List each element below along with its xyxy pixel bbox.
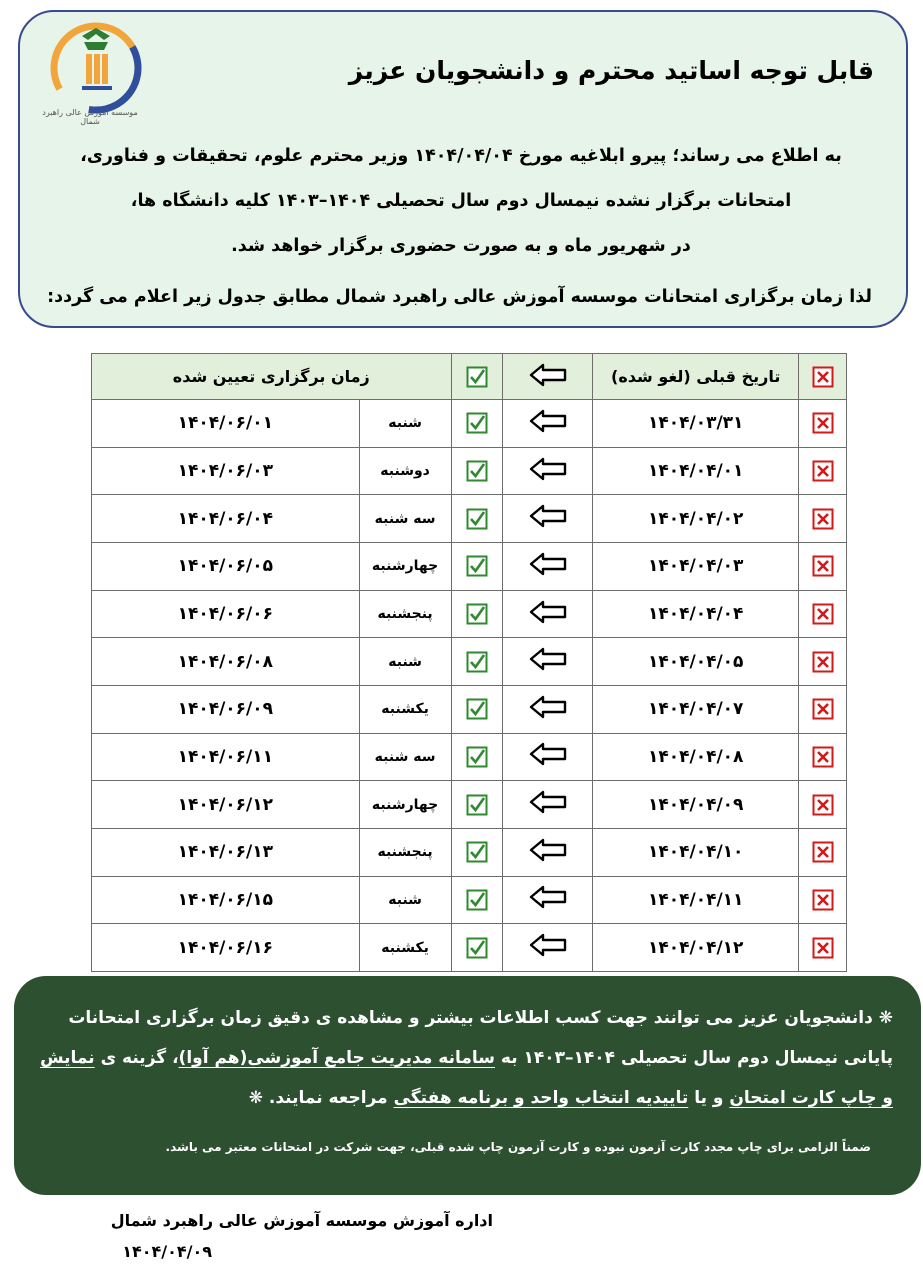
announcement-line-1: به اطلاع می رساند؛ پیرو ابلاغیه مورخ ۱۴۰۴/۰۴/۰۴ وزیر محترم علوم، تحقیقات و فناوری، bbox=[80, 146, 842, 166]
new-date: ۱۴۰۴/۰۶/۱۱ bbox=[92, 733, 360, 781]
left-arrow-icon bbox=[528, 884, 568, 910]
new-date: ۱۴۰۴/۰۶/۰۶ bbox=[92, 590, 360, 638]
cancel-cell bbox=[799, 447, 847, 495]
cancel-cell bbox=[799, 543, 847, 591]
cross-box-icon bbox=[812, 698, 834, 720]
old-date: ۱۴۰۴/۰۴/۰۷ bbox=[593, 686, 799, 734]
new-date: ۱۴۰۴/۰۶/۰۹ bbox=[92, 686, 360, 734]
check-box-icon bbox=[466, 841, 488, 863]
old-date: ۱۴۰۴/۰۴/۰۴ bbox=[593, 590, 799, 638]
announcement-line-4: لذا زمان برگزاری امتحانات موسسه آموزش عالی راهبرد شمال مطابق جدول زیر اعلام می گردد: bbox=[47, 287, 872, 307]
check-box-icon bbox=[466, 794, 488, 816]
table-header-row bbox=[92, 354, 847, 400]
left-arrow-icon bbox=[528, 362, 568, 388]
new-date: ۱۴۰۴/۰۶/۱۵ bbox=[92, 876, 360, 924]
cross-box-icon bbox=[812, 366, 834, 388]
new-date: ۱۴۰۴/۰۶/۱۶ bbox=[92, 924, 360, 972]
cross-box-icon bbox=[812, 555, 834, 577]
notice-part-1: دانشجویان عزیز می توانند جهت کسب اطلاعات بیشتر و مشاهده ی دقیق زمان برگزاری امتحانات bbox=[68, 1008, 873, 1028]
cancel-cell bbox=[799, 590, 847, 638]
confirm-cell bbox=[451, 400, 503, 448]
confirm-cell bbox=[451, 638, 503, 686]
notice-part-2: پایانی نیمسال دوم سال تحصیلی ۱۴۰۴–۱۴۰۳ به bbox=[500, 1048, 893, 1068]
weekday: سه شنبه bbox=[359, 495, 451, 543]
notice-part-6: مراجعه نمایند. bbox=[268, 1088, 388, 1108]
cross-box-icon bbox=[812, 460, 834, 482]
announcement-body bbox=[46, 134, 876, 269]
confirm-cell bbox=[451, 733, 503, 781]
left-arrow-icon bbox=[528, 456, 568, 482]
left-arrow-icon bbox=[528, 646, 568, 672]
weekday: سه شنبه bbox=[359, 733, 451, 781]
new-date: ۱۴۰۴/۰۶/۰۴ bbox=[92, 495, 360, 543]
new-date: ۱۴۰۴/۰۶/۰۱ bbox=[92, 400, 360, 448]
new-date: ۱۴۰۴/۰۶/۱۲ bbox=[92, 781, 360, 829]
old-date: ۱۴۰۴/۰۴/۱۲ bbox=[593, 924, 799, 972]
arrow-cell bbox=[503, 924, 593, 972]
confirm-cell bbox=[451, 590, 503, 638]
table-row bbox=[92, 876, 847, 924]
header-check-cell bbox=[451, 354, 503, 400]
weekday: چهارشنبه bbox=[359, 781, 451, 829]
old-date: ۱۴۰۴/۰۴/۰۳ bbox=[593, 543, 799, 591]
check-box-icon bbox=[466, 698, 488, 720]
arrow-cell bbox=[503, 543, 593, 591]
cancel-cell bbox=[799, 924, 847, 972]
new-date: ۱۴۰۴/۰۶/۱۳ bbox=[92, 828, 360, 876]
old-date: ۱۴۰۴/۰۳/۳۱ bbox=[593, 400, 799, 448]
confirm-cell bbox=[451, 924, 503, 972]
old-date: ۱۴۰۴/۰۴/۰۵ bbox=[593, 638, 799, 686]
old-date: ۱۴۰۴/۰۴/۱۰ bbox=[593, 828, 799, 876]
weekday: چهارشنبه bbox=[359, 543, 451, 591]
confirm-cell bbox=[451, 543, 503, 591]
old-date: ۱۴۰۴/۰۴/۰۹ bbox=[593, 781, 799, 829]
cross-box-icon bbox=[812, 841, 834, 863]
header-cross-cell bbox=[799, 354, 847, 400]
left-arrow-icon bbox=[528, 599, 568, 625]
left-arrow-icon bbox=[528, 789, 568, 815]
arrow-cell bbox=[503, 638, 593, 686]
table-row bbox=[92, 828, 847, 876]
new-date: ۱۴۰۴/۰۶/۰۸ bbox=[92, 638, 360, 686]
check-box-icon bbox=[466, 889, 488, 911]
arrow-cell bbox=[503, 781, 593, 829]
left-arrow-icon bbox=[528, 408, 568, 434]
check-box-icon bbox=[466, 746, 488, 768]
cancel-cell bbox=[799, 686, 847, 734]
weekday: پنجشنبه bbox=[359, 590, 451, 638]
left-arrow-icon bbox=[528, 932, 568, 958]
link-hamava-system[interactable]: سامانه مدیریت جامع آموزشی(هم آوا) bbox=[178, 1048, 495, 1068]
weekday: دوشنبه bbox=[359, 447, 451, 495]
announcement-header-box bbox=[18, 10, 908, 328]
notice-part-3: ، bbox=[172, 1048, 179, 1068]
left-arrow-icon bbox=[528, 694, 568, 720]
header-old-date: تاریخ قبلی (لغو شده) bbox=[593, 354, 799, 400]
confirm-cell bbox=[451, 686, 503, 734]
arrow-cell bbox=[503, 495, 593, 543]
check-box-icon bbox=[466, 603, 488, 625]
star-bullet-end: ❋ bbox=[248, 1088, 263, 1108]
weekday: پنجشنبه bbox=[359, 828, 451, 876]
check-box-icon bbox=[466, 412, 488, 434]
left-arrow-icon bbox=[528, 551, 568, 577]
cross-box-icon bbox=[812, 412, 834, 434]
cancel-cell bbox=[799, 495, 847, 543]
old-date: ۱۴۰۴/۰۴/۰۸ bbox=[593, 733, 799, 781]
arrow-cell bbox=[503, 828, 593, 876]
check-box-icon bbox=[466, 460, 488, 482]
signature-date: ۱۴۰۴/۰۴/۰۹ bbox=[122, 1242, 212, 1261]
announcement-line-2: امتحانات برگزار نشده نیمسال دوم سال تحصیلی ۱۴۰۴–۱۴۰۳ کلیه دانشگاه ها، bbox=[130, 191, 792, 211]
link-course-selection[interactable]: تاییدیه انتخاب واحد و برنامه هفتگی bbox=[393, 1088, 689, 1108]
new-date: ۱۴۰۴/۰۶/۰۵ bbox=[92, 543, 360, 591]
table-row bbox=[92, 543, 847, 591]
student-notice-box bbox=[14, 976, 921, 1195]
cancel-cell bbox=[799, 733, 847, 781]
cancel-cell bbox=[799, 876, 847, 924]
cross-box-icon bbox=[812, 603, 834, 625]
confirm-cell bbox=[451, 828, 503, 876]
weekday: شنبه bbox=[359, 876, 451, 924]
weekday: یکشنبه bbox=[359, 924, 451, 972]
cancel-cell bbox=[799, 400, 847, 448]
star-bullet: ❋ bbox=[878, 1008, 893, 1028]
notice-part-5: و یا bbox=[694, 1088, 724, 1108]
header-arrow-cell bbox=[503, 354, 593, 400]
arrow-cell bbox=[503, 686, 593, 734]
table-row bbox=[92, 400, 847, 448]
confirm-cell bbox=[451, 495, 503, 543]
old-date: ۱۴۰۴/۰۴/۱۱ bbox=[593, 876, 799, 924]
old-date: ۱۴۰۴/۰۴/۰۲ bbox=[593, 495, 799, 543]
cancel-cell bbox=[799, 638, 847, 686]
cancel-cell bbox=[799, 828, 847, 876]
weekday: شنبه bbox=[359, 400, 451, 448]
arrow-cell bbox=[503, 876, 593, 924]
confirm-cell bbox=[451, 781, 503, 829]
cross-box-icon bbox=[812, 746, 834, 768]
confirm-cell bbox=[451, 876, 503, 924]
table-row bbox=[92, 781, 847, 829]
table-row bbox=[92, 495, 847, 543]
cross-box-icon bbox=[812, 889, 834, 911]
cross-box-icon bbox=[812, 508, 834, 530]
check-box-icon bbox=[466, 508, 488, 530]
left-arrow-icon bbox=[528, 503, 568, 529]
page-title: قابل توجه اساتید محترم و دانشجویان عزیز bbox=[348, 56, 874, 85]
table-row bbox=[92, 733, 847, 781]
header-new-date: زمان برگزاری تعیین شده bbox=[92, 354, 452, 400]
logo-caption: موسسه آموزش عالی راهبرد شمال bbox=[42, 108, 138, 126]
left-arrow-icon bbox=[528, 837, 568, 863]
table-row bbox=[92, 686, 847, 734]
exam-schedule-table bbox=[91, 353, 847, 972]
check-box-icon bbox=[466, 366, 488, 388]
weekday: شنبه bbox=[359, 638, 451, 686]
table-row bbox=[92, 447, 847, 495]
left-arrow-icon bbox=[528, 741, 568, 767]
table-row bbox=[92, 590, 847, 638]
check-box-icon bbox=[466, 651, 488, 673]
arrow-cell bbox=[503, 733, 593, 781]
arrow-cell bbox=[503, 447, 593, 495]
cross-box-icon bbox=[812, 651, 834, 673]
table-row bbox=[92, 924, 847, 972]
arrow-cell bbox=[503, 590, 593, 638]
cross-box-icon bbox=[812, 937, 834, 959]
check-box-icon bbox=[466, 555, 488, 577]
weekday: یکشنبه bbox=[359, 686, 451, 734]
confirm-cell bbox=[451, 447, 503, 495]
cross-box-icon bbox=[812, 794, 834, 816]
notice-part-4: گزینه ی bbox=[100, 1048, 167, 1068]
announcement-line-3: در شهریور ماه و به صورت حضوری برگزار خواهد شد. bbox=[231, 236, 691, 256]
new-date: ۱۴۰۴/۰۶/۰۳ bbox=[92, 447, 360, 495]
student-notice-text bbox=[33, 998, 893, 1118]
cancel-cell bbox=[799, 781, 847, 829]
table-row bbox=[92, 638, 847, 686]
old-date: ۱۴۰۴/۰۴/۰۱ bbox=[593, 447, 799, 495]
notice-footnote: ضمناً الزامی برای چاپ مجدد کارت آزمون نبوده و کارت آزمون چاپ شده قبلی، جهت شرکت در امتحانات معتبر می باشد. bbox=[165, 1140, 871, 1154]
arrow-cell bbox=[503, 400, 593, 448]
link-exam-card[interactable]: نمایش و چاپ کارت امتحان bbox=[40, 1048, 893, 1108]
signature-org: اداره آموزش موسسه آموزش عالی راهبرد شمال bbox=[110, 1211, 493, 1230]
check-box-icon bbox=[466, 937, 488, 959]
